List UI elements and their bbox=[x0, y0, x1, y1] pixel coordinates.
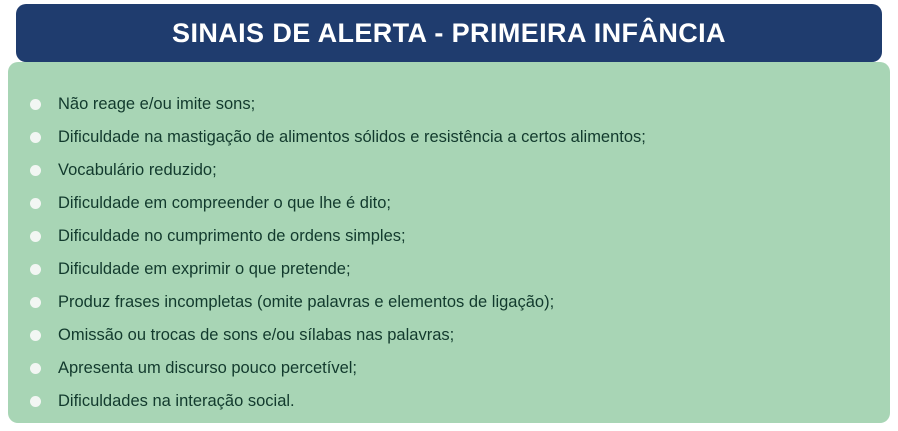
list-item bbox=[30, 88, 874, 121]
list-item-label: Produz frases incompletas (omite palavras e elementos de ligação); bbox=[58, 292, 555, 311]
dot-bullet-icon bbox=[30, 297, 41, 308]
list-item bbox=[30, 319, 874, 352]
list-item-label: Apresenta um discurso pouco percetível; bbox=[58, 358, 357, 377]
list-item-label: Dificuldade na mastigação de alimentos sólidos e resistência a certos alimentos; bbox=[58, 127, 646, 146]
page-title: SINAIS DE ALERTA - PRIMEIRA INFÂNCIA bbox=[172, 17, 726, 48]
dot-bullet-icon bbox=[30, 231, 41, 242]
dot-bullet-icon bbox=[30, 132, 41, 143]
list-item bbox=[30, 352, 874, 385]
dot-bullet-icon bbox=[30, 99, 41, 110]
dot-bullet-icon bbox=[30, 264, 41, 275]
list-item-label: Não reage e/ou imite sons; bbox=[58, 94, 256, 113]
warning-signs-list bbox=[30, 88, 874, 418]
list-item-label: Dificuldades na interação social. bbox=[58, 391, 295, 410]
dot-bullet-icon bbox=[30, 198, 41, 209]
list-item bbox=[30, 220, 874, 253]
list-item bbox=[30, 286, 874, 319]
card-header bbox=[16, 4, 882, 62]
list-item-label: Dificuldade em exprimir o que pretende; bbox=[58, 259, 351, 278]
list-item-label: Dificuldade no cumprimento de ordens simples; bbox=[58, 226, 406, 245]
list-item bbox=[30, 187, 874, 220]
list-item-label: Omissão ou trocas de sons e/ou sílabas nas palavras; bbox=[58, 325, 455, 344]
dot-bullet-icon bbox=[30, 165, 41, 176]
list-item bbox=[30, 154, 874, 187]
list-item bbox=[30, 253, 874, 286]
list-item-label: Vocabulário reduzido; bbox=[58, 160, 217, 179]
dot-bullet-icon bbox=[30, 396, 41, 407]
list-item-label: Dificuldade em compreender o que lhe é dito; bbox=[58, 193, 391, 212]
dot-bullet-icon bbox=[30, 363, 41, 374]
list-item bbox=[30, 121, 874, 154]
dot-bullet-icon bbox=[30, 330, 41, 341]
list-item bbox=[30, 385, 874, 418]
